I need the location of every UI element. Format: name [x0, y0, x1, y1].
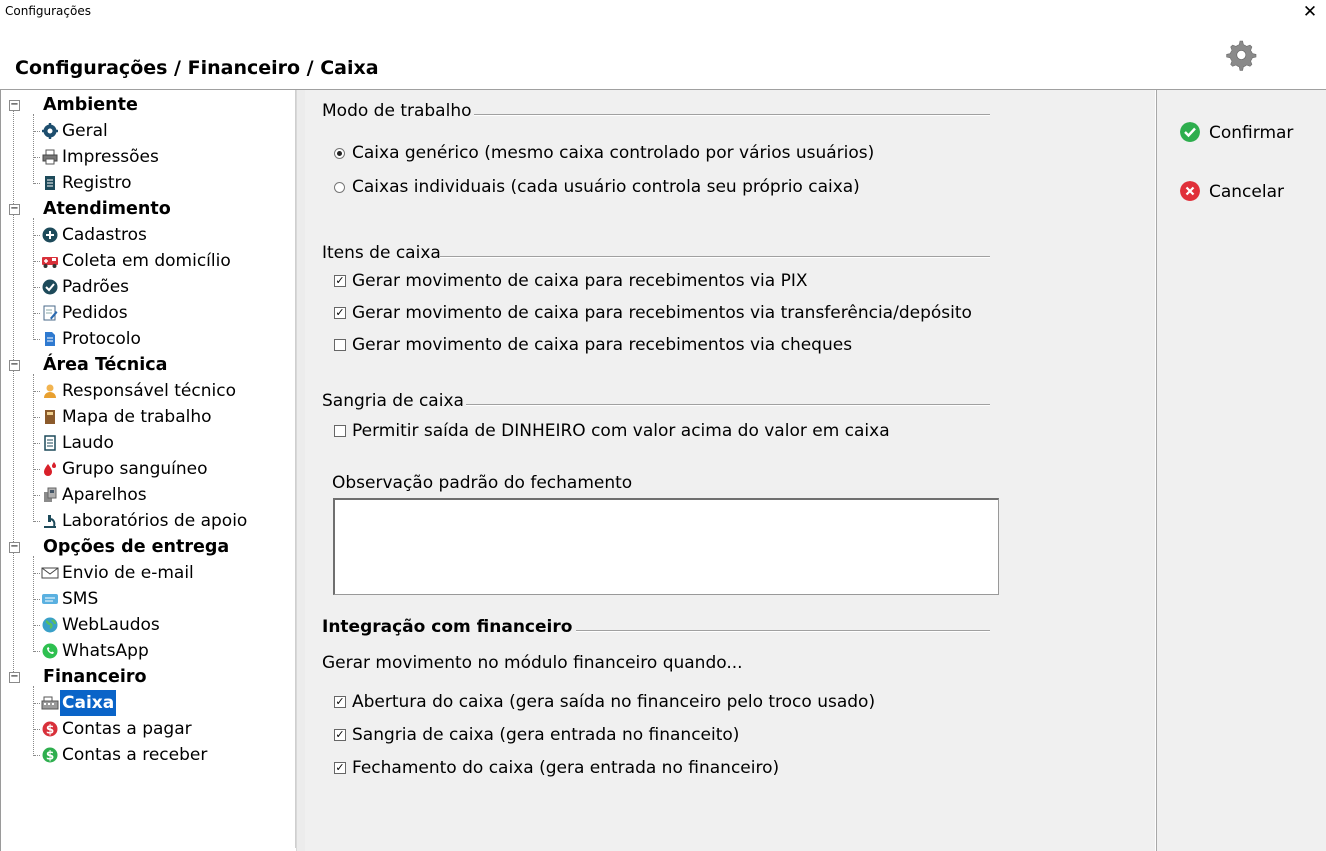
- collapse-toggle[interactable]: −: [10, 541, 19, 552]
- splitter[interactable]: [296, 90, 305, 851]
- microscope-icon: [42, 513, 58, 529]
- checkbox[interactable]: ✓: [335, 695, 345, 708]
- tree-item-label: Coleta em domicílio: [62, 251, 231, 271]
- tree-item-label: SMS: [62, 589, 99, 609]
- checkbox-label: Fechamento do caixa (gera entrada no financeiro): [352, 758, 780, 778]
- section-divider: [440, 256, 990, 258]
- blood-drop-icon: [42, 461, 58, 477]
- checkbox[interactable]: ✓: [335, 761, 345, 774]
- tree-category-label: Atendimento: [43, 199, 171, 219]
- tree-category-label: Área Técnica: [43, 355, 168, 375]
- checkbox[interactable]: [334, 425, 346, 437]
- cancel-button[interactable]: [1180, 181, 1300, 203]
- tree-item-label: Laudo: [62, 433, 114, 453]
- gear-icon: [1223, 38, 1257, 72]
- confirm-button[interactable]: [1180, 122, 1300, 144]
- tree-item-label: Contas a receber: [62, 745, 208, 765]
- checkbox-label: Gerar movimento de caixa para recebimentos via cheques: [352, 335, 853, 355]
- checkbox-label: Sangria de caixa (gera entrada no financeito): [352, 725, 740, 745]
- radio-label: Caixas individuais (cada usuário controla seu próprio caixa): [352, 177, 860, 197]
- integracao-subtitle: Gerar movimento no módulo financeiro quando...: [322, 653, 743, 673]
- tree-item-label: Protocolo: [62, 329, 141, 349]
- tree-item-label: Cadastros: [62, 225, 147, 245]
- observacao-label: Observação padrão do fechamento: [332, 473, 633, 493]
- report-icon: [42, 435, 58, 451]
- tree-category-label: Ambiente: [43, 95, 138, 115]
- checkbox[interactable]: ✓: [335, 274, 345, 287]
- check-circle-icon: [1180, 122, 1200, 142]
- tree-item-label: Geral: [62, 121, 108, 141]
- radio-button[interactable]: [334, 182, 345, 193]
- envelope-icon: [41, 565, 59, 581]
- radio-label: Caixa genérico (mesmo caixa controlado por vários usuários): [352, 143, 875, 163]
- sms-icon: [41, 591, 59, 607]
- device-icon: [42, 487, 58, 503]
- tree-guide-line: [33, 114, 34, 184]
- dollar-green-icon: [42, 747, 58, 763]
- section-title-itens: Itens de caixa: [322, 243, 441, 263]
- tree-item-label: Mapa de trabalho: [62, 407, 212, 427]
- checkbox-label: Abertura do caixa (gera saída no financeiro pelo troco usado): [352, 692, 876, 712]
- confirm-label: Confirmar: [1209, 123, 1294, 143]
- collapse-toggle[interactable]: −: [10, 671, 19, 682]
- collapse-toggle[interactable]: −: [10, 99, 19, 110]
- tree-guide-line: [33, 686, 34, 756]
- checkbox[interactable]: ✓: [335, 728, 345, 741]
- settings-tree: [1, 90, 296, 848]
- tree-guide-line: [33, 374, 34, 522]
- dollar-red-icon: [42, 721, 58, 737]
- observacao-textarea[interactable]: [333, 498, 999, 595]
- checkbox-label: Permitir saída de DINHEIRO com valor acima do valor em caixa: [352, 421, 890, 441]
- close-circle-icon: [1180, 181, 1200, 201]
- cancel-label: Cancelar: [1209, 182, 1284, 202]
- tree-item-label: Pedidos: [62, 303, 128, 323]
- section-title-modo: Modo de trabalho: [322, 101, 472, 121]
- whatsapp-icon: [42, 643, 58, 659]
- plus-circle-icon: [42, 227, 58, 243]
- tree-item-label: WebLaudos: [62, 615, 160, 635]
- gear-icon: [42, 123, 58, 139]
- document-icon: [42, 331, 58, 347]
- cash-register-icon: [41, 695, 59, 711]
- page-title: Configurações / Financeiro / Caixa: [15, 57, 379, 79]
- tree-item-label: Caixa: [60, 690, 116, 716]
- ambulance-icon: [41, 253, 59, 269]
- section-title-sangria: Sangria de caixa: [322, 391, 464, 411]
- tree-item-label: Registro: [62, 173, 132, 193]
- section-divider: [474, 114, 990, 116]
- tree-item-label: Padrões: [62, 277, 130, 297]
- registry-book-icon: [42, 175, 58, 191]
- edit-document-icon: [42, 305, 58, 321]
- tree-item-label: Aparelhos: [62, 485, 147, 505]
- tree-category-label: Opções de entrega: [43, 537, 230, 557]
- globe-icon: [42, 617, 58, 633]
- collapse-toggle[interactable]: −: [10, 359, 19, 370]
- checkbox-label: Gerar movimento de caixa para recebimentos via PIX: [352, 271, 808, 291]
- tree-guide-line: [33, 218, 34, 340]
- printer-icon: [42, 149, 58, 165]
- title-bar: [0, 0, 1326, 28]
- person-icon: [42, 383, 58, 399]
- radio-button[interactable]: [334, 148, 345, 159]
- tree-item-label: Contas a pagar: [62, 719, 192, 739]
- tree-item-label: Laboratórios de apoio: [62, 511, 248, 531]
- close-button[interactable]: ✕: [1302, 2, 1318, 22]
- checkbox[interactable]: [334, 339, 346, 351]
- svg-text:$: $: [45, 748, 55, 763]
- checkbox[interactable]: ✓: [335, 306, 345, 319]
- tree-guide-line: [13, 110, 14, 680]
- section-title-integracao: Integração com financeiro: [322, 617, 573, 637]
- tree-item-label: Impressões: [62, 147, 159, 167]
- actions-panel: [1156, 90, 1326, 851]
- tree-guide-line: [33, 556, 34, 652]
- tree-category-label: Financeiro: [43, 667, 147, 687]
- section-divider: [466, 404, 990, 406]
- check-circle-icon: [42, 279, 58, 295]
- svg-text:$: $: [45, 722, 55, 737]
- checkbox-label: Gerar movimento de caixa para recebimentos via transferência/depósito: [352, 303, 972, 323]
- tree-item-label: Responsável técnico: [62, 381, 236, 401]
- collapse-toggle[interactable]: −: [10, 203, 19, 214]
- window-title: Configurações: [5, 4, 91, 18]
- tree-item-label: WhatsApp: [62, 641, 149, 661]
- tree-item-label: Grupo sanguíneo: [62, 459, 208, 479]
- book-icon: [42, 409, 58, 425]
- tree-item-label: Envio de e-mail: [62, 563, 194, 583]
- section-divider: [576, 630, 990, 632]
